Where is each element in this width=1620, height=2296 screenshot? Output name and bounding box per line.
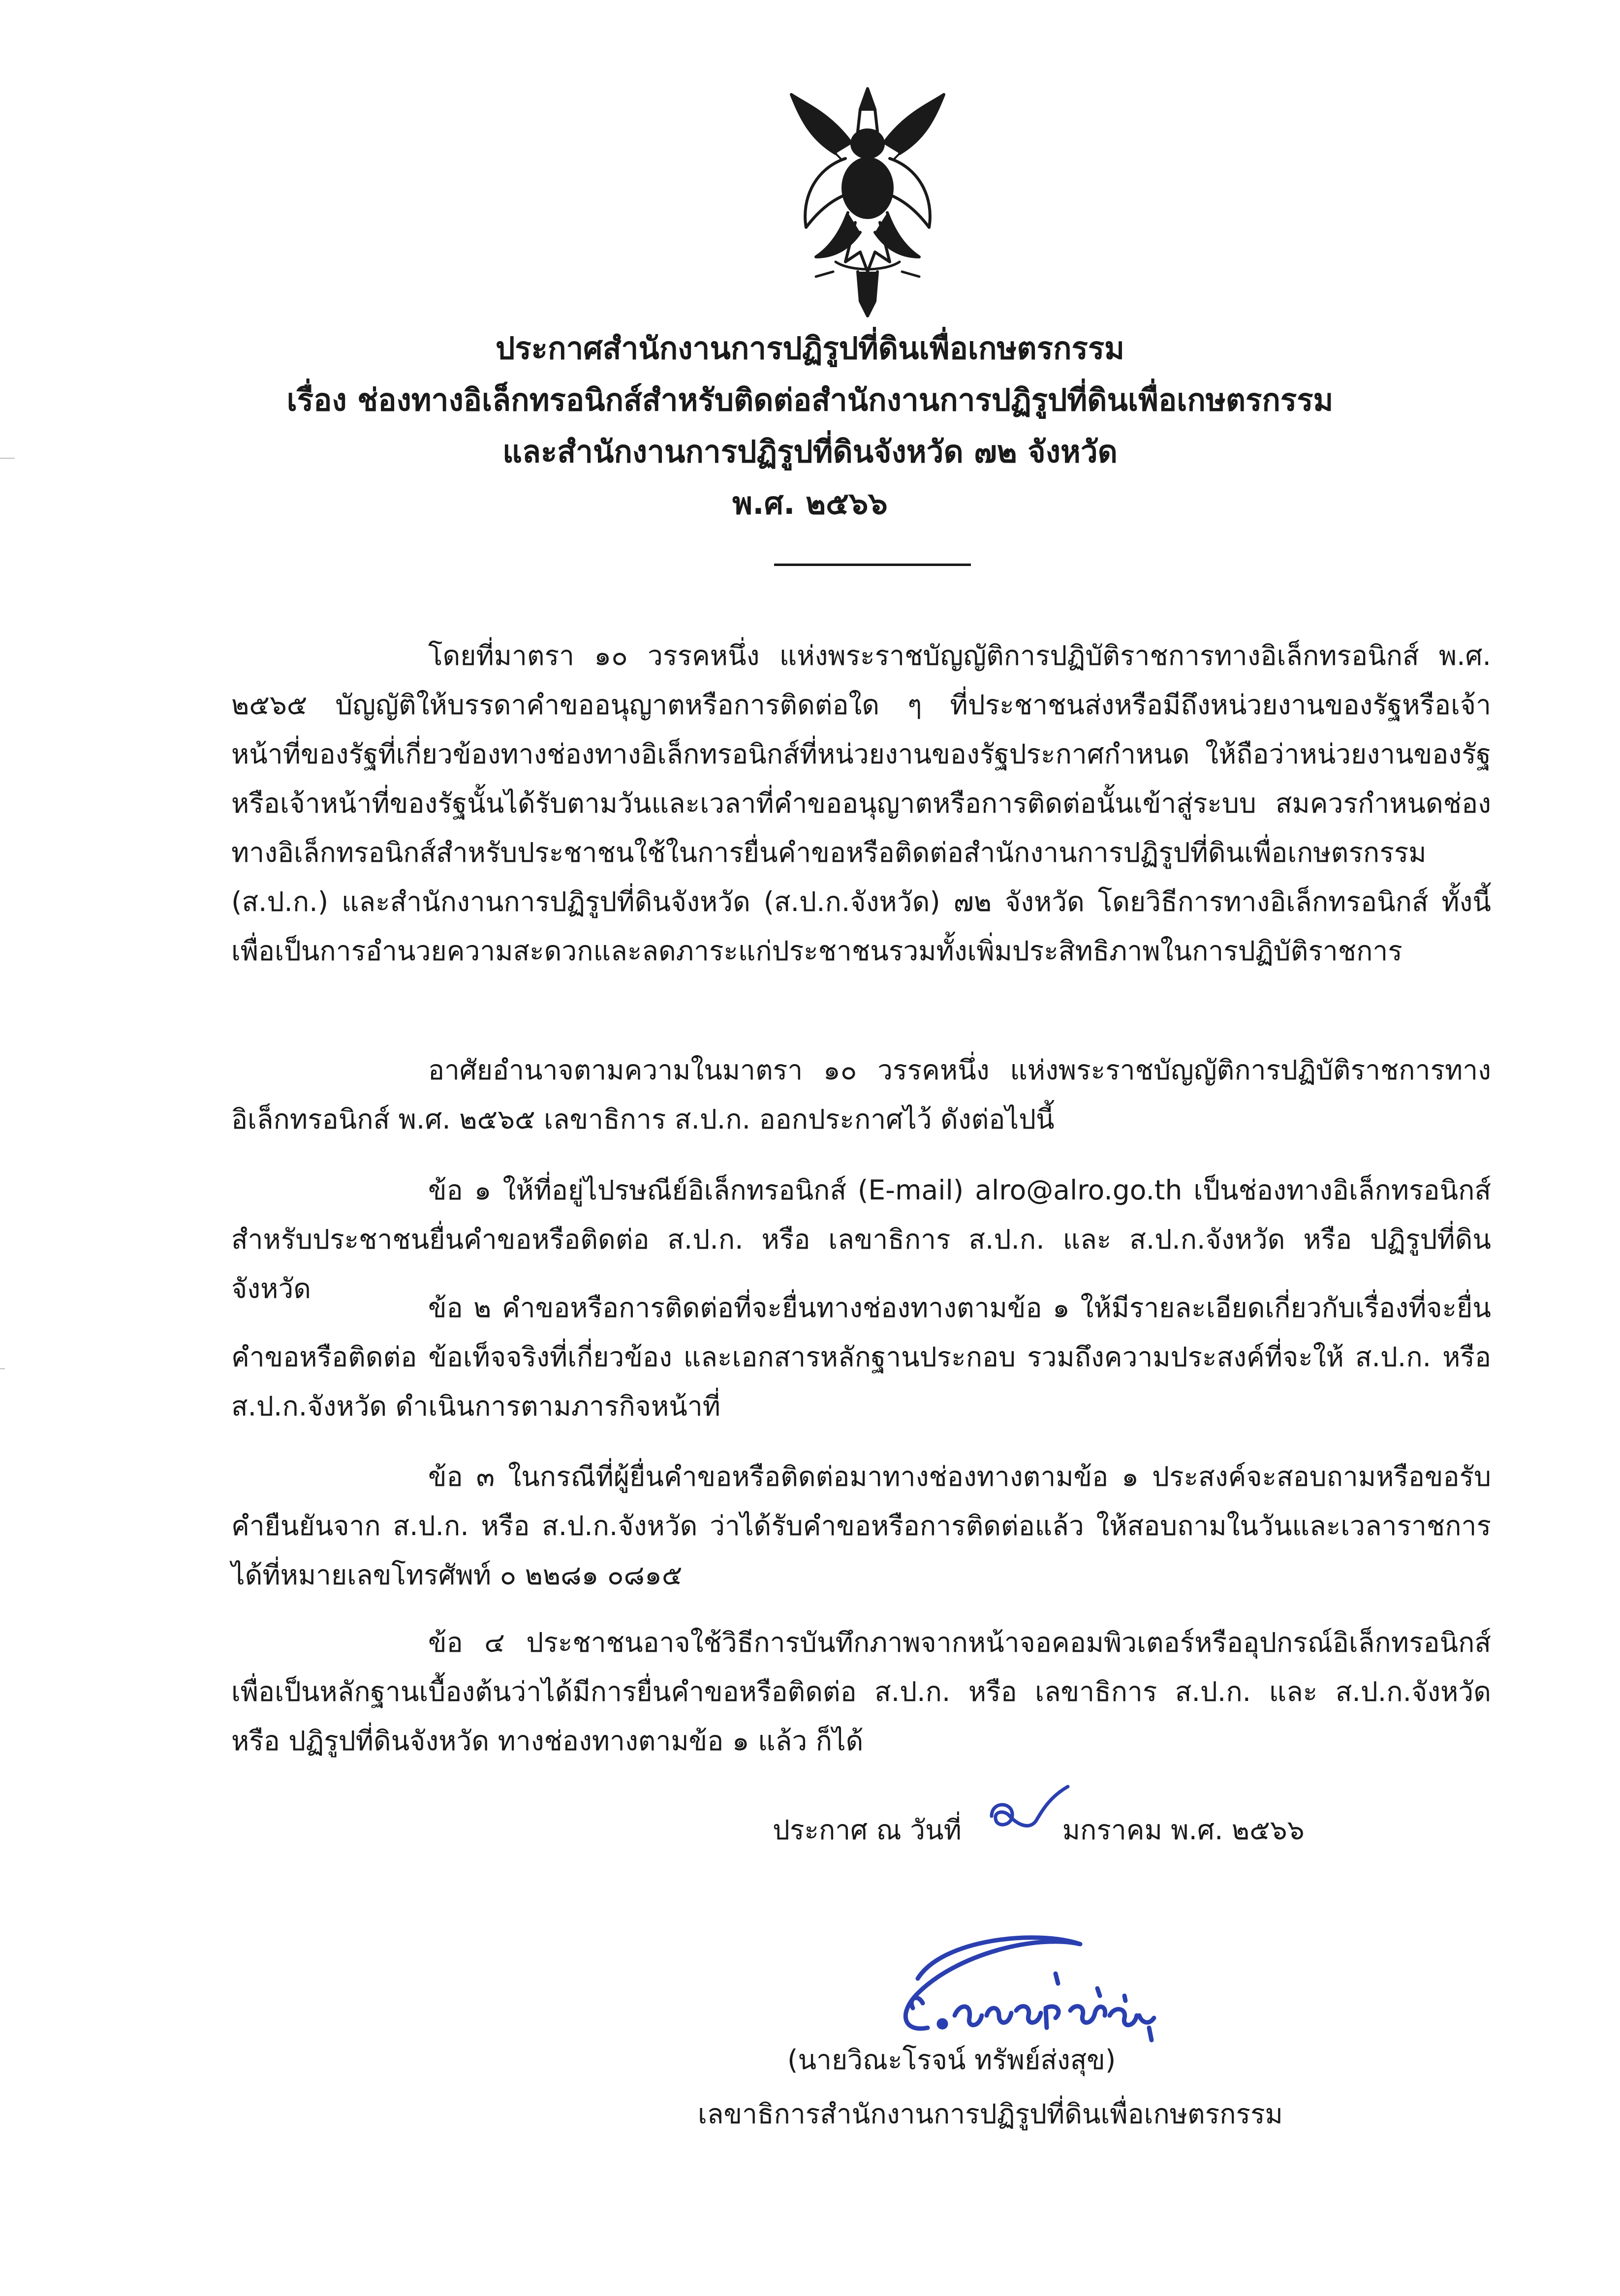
handwritten-day-icon (982, 1782, 1073, 1841)
paragraph-clause-4: ข้อ ๔ ประชาชนอาจใช้วิธีการบันทึกภาพจากหน้าจอคอมพิวเตอร์หรืออุปกรณ์อิเล็กทรอนิกส์เพื่อเป็นหลักฐานเบื้องต้นว่าได้มีการยื่นคำขอหรือติดต่อ ส.ป.ก. หรือ เลขาธิการ ส.ป.ก. และ ส.ป.ก.จังหวัด หรือ ปฏิรูปที่ดินจังหวัด ทางช่องทางตามข้อ ๑ แล้ว ก็ได้ (231, 1627, 1491, 1757)
date-prefix: ประกาศ ณ วันที่ (773, 1814, 962, 1846)
paragraph-clause-1: ข้อ ๑ ให้ที่อยู่ไปรษณีย์อิเล็กทรอนิกส์ (E-mail) alro@alro.go.th เป็นช่องทางอิเล็กทรอนิกส์สำหรับประชาชนยื่นคำขอหรือติดต่อ ส.ป.ก. หรือ เลขาธิการ ส.ป.ก. และ ส.ป.ก.จังหวัด หรือ ปฏิรูปที่ดินจังหวัด (231, 1174, 1491, 1304)
paragraph-authority: อาศัยอำนาจตามความในมาตรา ๑๐ วรรคหนึ่ง แห่งพระราชบัญญัติการปฏิบัติราชการทางอิเล็กทรอนิกส์ พ.ศ. ๒๕๖๕ เลขาธิการ ส.ป.ก. ออกประกาศไว้ ดังต่อไปนี้ (231, 1054, 1491, 1135)
date-suffix: มกราคม พ.ศ. ๒๕๖๖ (1062, 1814, 1305, 1846)
announcement-year: พ.ศ. ๒๕๖๖ (732, 485, 888, 521)
paragraph-clause-2: ข้อ ๒ คำขอหรือการติดต่อที่จะยื่นทางช่องทางตามข้อ ๑ ให้มีรายละเอียดเกี่ยวกับเรื่องที่จะยื่นคำขอหรือติดต่อ ข้อเท็จจริงที่เกี่ยวข้อง และเอกสารหลักฐานประกอบ รวมถึงความประสงค์ที่จะให้ ส.ป.ก. หรือ ส.ป.ก.จังหวัด ดำเนินการตามภารกิจหน้าที่ (231, 1292, 1491, 1422)
signer-title: เลขาธิการสำนักงานการปฏิรูปที่ดินเพื่อเกษตรกรรม (698, 2098, 1283, 2130)
scan-edge-mark (0, 1368, 5, 1369)
announcement-title: ประกาศสำนักงานการปฏิรูปที่ดินเพื่อเกษตรกรรม (496, 330, 1124, 366)
paragraph-preamble: โดยที่มาตรา ๑๐ วรรคหนึ่ง แห่งพระราชบัญญัติการปฏิบัติราชการทางอิเล็กทรอนิกส์ พ.ศ. ๒๕๖๕ บัญญัติให้บรรดาคำขออนุญาตหรือการติดต่อใด ๆ ที่ประชาชนส่งหรือมีถึงหน่วยงานของรัฐหรือเจ้าหน้าที่ของรัฐที่เกี่ยวข้องทางช่องทางอิเล็กทรอนิกส์ที่หน่วยงานของรัฐประกาศกำหนด ให้ถือว่าหน่วยงานของรัฐหรือเจ้าหน้าที่ของรัฐนั้นได้รับตามวันและเวลาที่คำขออนุญาตหรือการติดต่อนั้นเข้าสู่ระบบ สมควรกำหนดช่องทางอิเล็กทรอนิกส์สำหรับประชาชนใช้ในการยื่นคำขอหรือติดต่อสำนักงานการปฏิรูปที่ดินเพื่อเกษตรกรรม (ส.ป.ก.) และสำนักงานการปฏิรูปที่ดินจังหวัด (ส.ป.ก.จังหวัด) ๗๒ จังหวัด โดยวิธีการทางอิเล็กทรอนิกส์ ทั้งนี้ เพื่อเป็นการอำนวยความสะดวกและลดภาระแก่ประชาชนรวมทั้งเพิ่มประสิทธิภาพในการปฏิบัติราชการ (231, 640, 1491, 967)
paragraph-clause-3: ข้อ ๓ ในกรณีที่ผู้ยื่นคำขอหรือติดต่อมาทางช่องทางตามข้อ ๑ ประสงค์จะสอบถามหรือขอรับคำยืนยันจาก ส.ป.ก. หรือ ส.ป.ก.จังหวัด ว่าได้รับคำขอหรือการติดต่อแล้ว ให้สอบถามในวันและเวลาราชการได้ที่หมายเลขโทรศัพท์ ๐ ๒๒๘๑ ๐๘๑๕ (231, 1461, 1491, 1591)
announcement-subject-continued: และสำนักงานการปฏิรูปที่ดินจังหวัด ๗๒ จังหวัด (502, 434, 1118, 470)
garuda-emblem-icon (786, 85, 949, 321)
announcement-subject: เรื่อง ช่องทางอิเล็กทรอนิกส์สำหรับติดต่อสำนักงานการปฏิรูปที่ดินเพื่อเกษตรกรรม (286, 382, 1334, 418)
scan-edge-mark (0, 458, 15, 459)
title-divider (774, 564, 971, 566)
signer-name: (นายวิณะโรจน์ ทรัพย์ส่งสุข) (787, 2044, 1116, 2076)
